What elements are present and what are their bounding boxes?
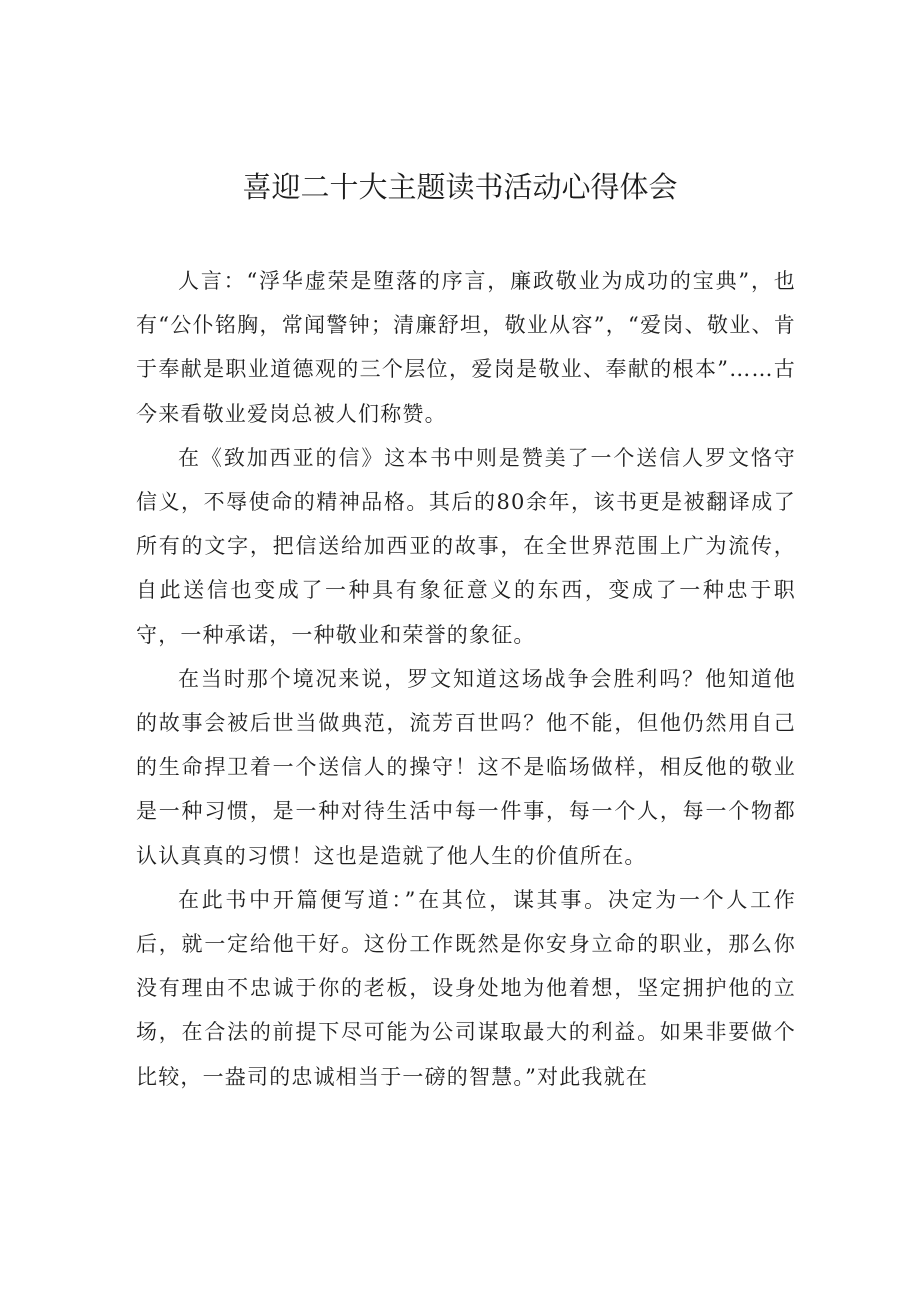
paragraph-3: 在当时那个境况来说，罗文知道这场战争会胜利吗？他知道他的故事会被后世当做典范，流芳百世吗？他不能，但他仍然用自己的生命捍卫着一个送信人的操守！这不是临场做样，相反他的敬业是一种习惯，是一种对待生活中每一件事，每一个人，每一个物都认认真真的习惯！这也是造就了他人生的价值所在。 xyxy=(136,666,796,868)
paragraph-2: 在《致加西亚的信》这本书中则是赞美了一个送信人罗文恪守信义，不辱使命的精神品格。其后的80余年，该书更是被翻译成了所有的文字，把信送给加西亚的故事，在全世界范围上广为流传，自此送信也变成了一种具有象征意义的东西，变成了一种忠于职守，一种承诺，一种敬业和荣誉的象征。 xyxy=(136,445,796,647)
paragraph-4: 在此书中开篇便写道：”在其位，谋其事。决定为一个人工作后，就一定给他干好。这份工作既然是你安身立命的职业，那么你没有理由不忠诚于你的老板，设身处地为他着想，坚定拥护他的立场，在合法的前提下尽可能为公司谋取最大的利益。如果非要做个比较，一盎司的忠诚相当于一磅的智慧。”对此我就在 xyxy=(136,887,796,1089)
paragraph-1: 人言：“浮华虚荣是堕落的序言，廉政敬业为成功的宝典”，也有“公仆铭胸，常闻警钟；清廉舒坦，敬业从容”，“爱岗、敬业、肯于奉献是职业道德观的三个层位，爱岗是敬业、奉献的根本”……古今来看敬业爱岗总被人们称赞。 xyxy=(136,269,796,426)
document-title: 喜迎二十大主题读书活动心得体会 xyxy=(242,170,678,204)
document-body xyxy=(136,259,796,1099)
